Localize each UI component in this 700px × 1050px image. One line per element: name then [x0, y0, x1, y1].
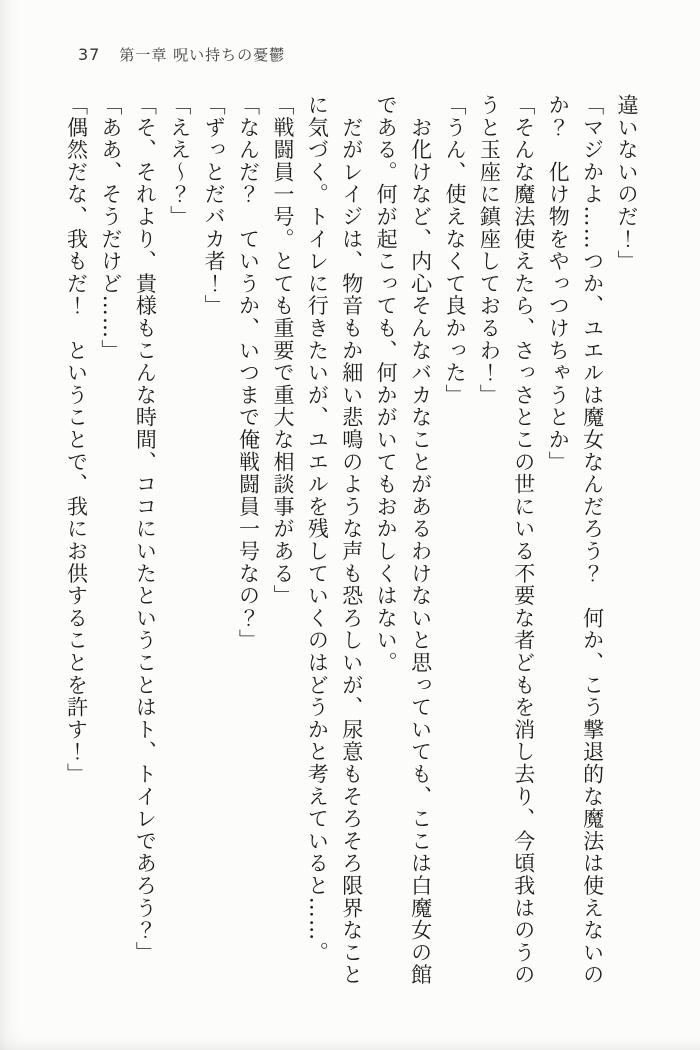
text-block [58, 94, 644, 992]
chapter-title: 第一章 呪い持ちの憂鬱 [119, 46, 286, 64]
text-line: 「なんだ？ ていうか、いつまで俺戦闘員一号なの？」 [236, 94, 261, 652]
text-line: 「ずっとだバカ者！」 [202, 94, 227, 317]
text-line: 「そんな魔法使えたら、さっさとこの世にいる不要な者どもを消し去り、今頃我はのうの [511, 94, 536, 986]
text-line: 「偶然だな、我もだ！ ということで、我にお供することを許す！」 [64, 94, 89, 786]
text-line: 「戦闘員一号。とても重要で重大な相談事がある」 [270, 94, 295, 607]
text-line: 「そ、それより、貴様もこんな時間、ココにいたということはト、トイレであろう？」 [133, 94, 158, 964]
text-line: お化けなど、内心そんなバカなことがあるわけないと思っていても、ここは白魔女の館 [408, 94, 433, 986]
text-line: うと玉座に鎮座しておるわ！」 [477, 94, 502, 407]
text-line: か？ 化け物をやっつけちゃうとか」 [546, 94, 571, 474]
text-line: 「ああ、そうだけど……」 [98, 94, 123, 362]
text-line: だがレイジは、物音もか細い悲鳴のような声も恐ろしいが、尿意もそろそろ限界なこと [339, 94, 364, 986]
page-number: 37 [78, 45, 101, 64]
text-line: に気づく。トイレに行きたいが、ユエルを残していくのはどうかと考えていると……。 [305, 94, 330, 964]
text-line: 「うん、使えなくて良かった」 [442, 94, 467, 407]
text-line: 「マジかよ……つか、ユエルは魔女なんだろう？ 何か、こう撃退的な魔法は使えないの [580, 94, 605, 986]
text-line: 違いないのだ！」 [615, 94, 639, 273]
text-line: である。何が起こっても、何かがいてもおかしくはない。 [374, 94, 399, 674]
text-line: 「ええ〜？」 [167, 94, 192, 228]
running-head [78, 44, 285, 65]
